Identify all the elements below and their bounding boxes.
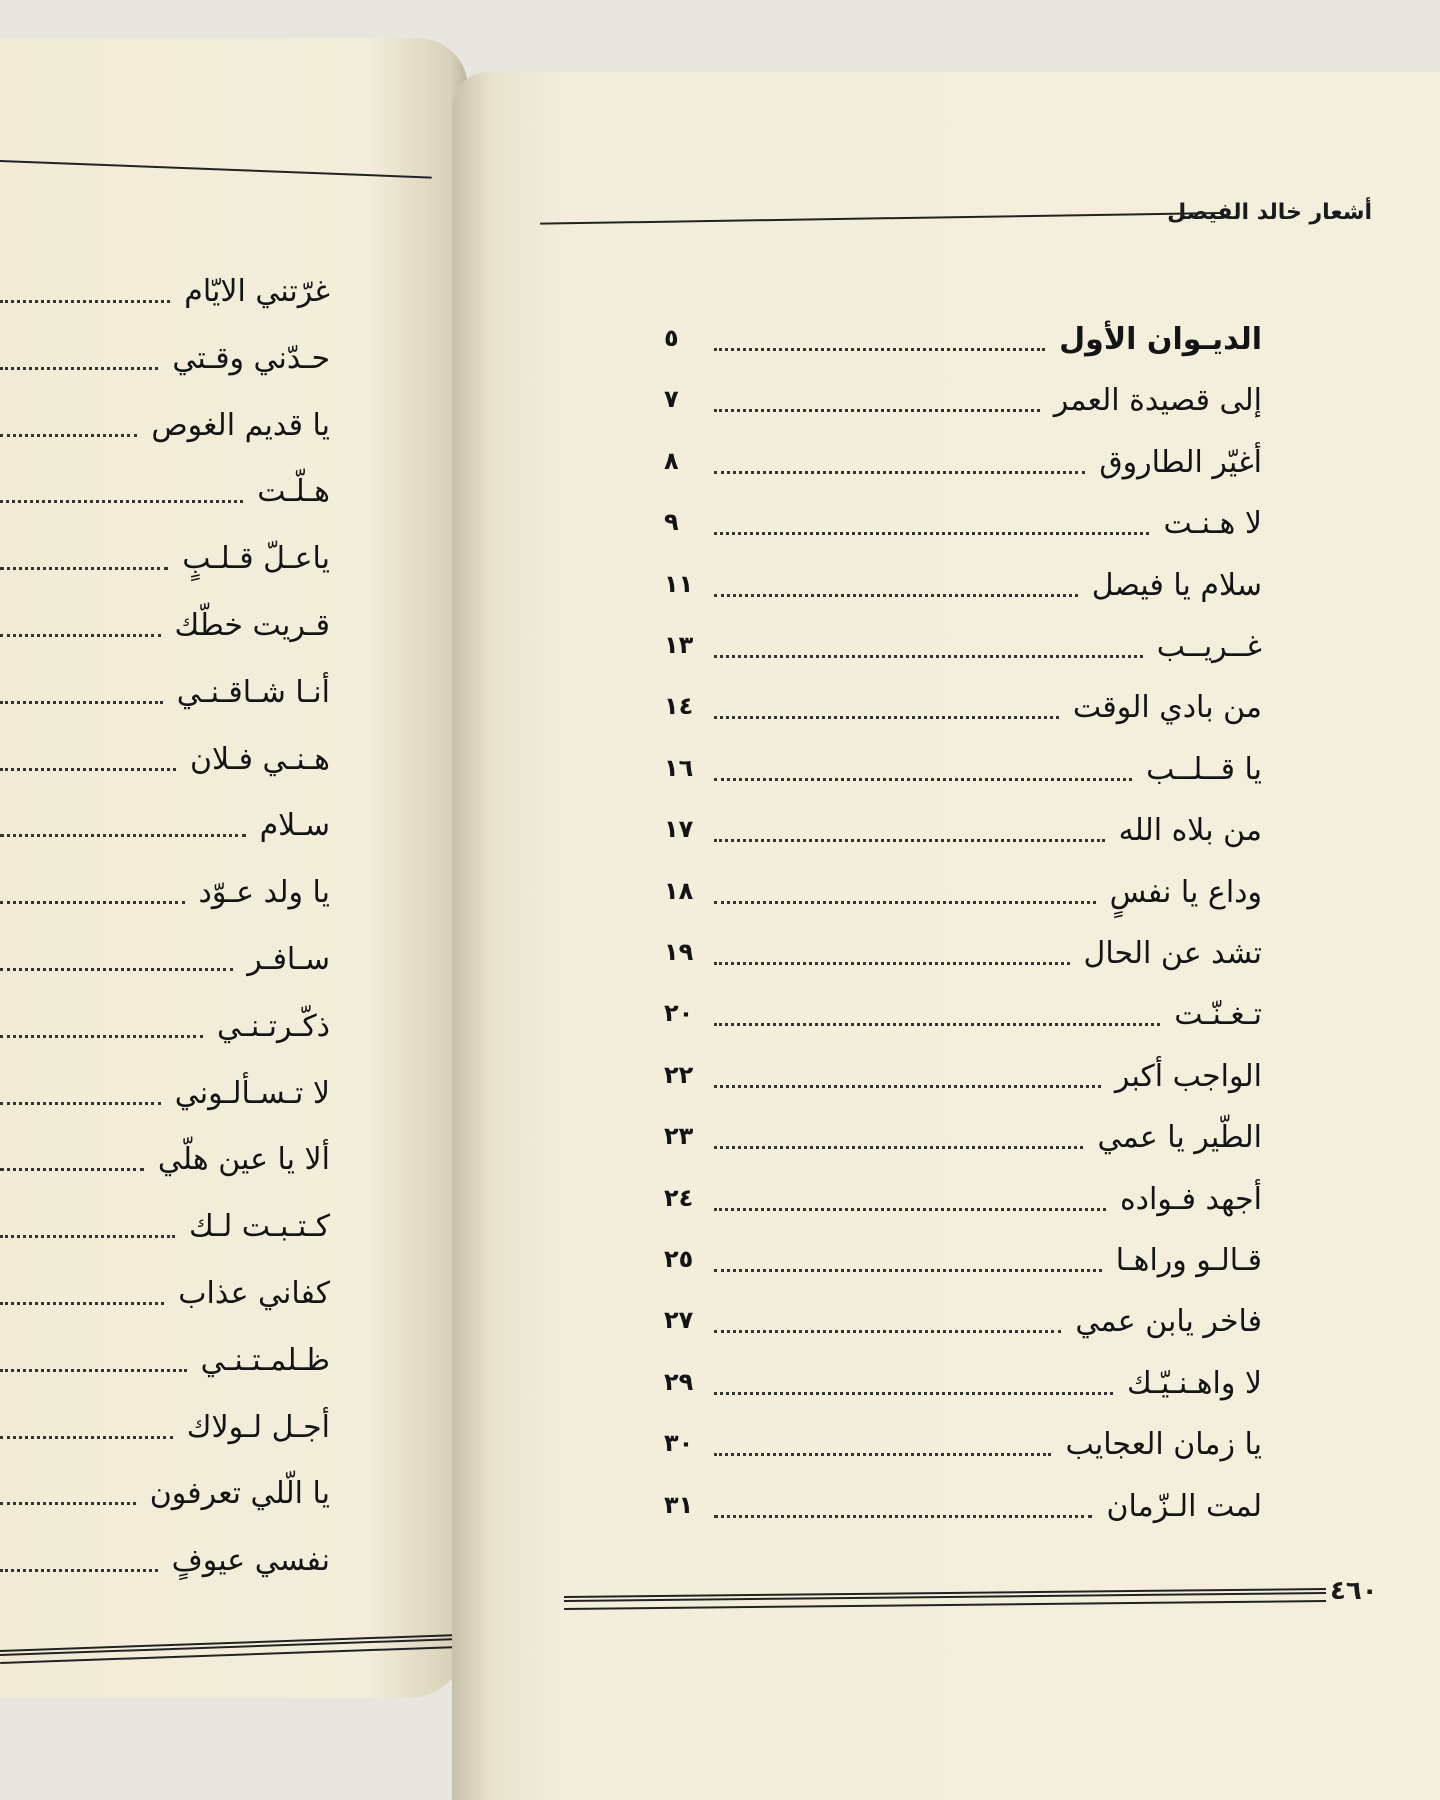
toc-entry-title: قـالـو وراهـا: [1115, 1243, 1262, 1278]
toc-entry-title: يا زمان العجايب: [1065, 1427, 1262, 1463]
toc-entry: [664, 1300, 1262, 1354]
toc-entry: [664, 993, 1262, 1047]
toc-entry: [0, 537, 330, 591]
toc-entry: [664, 1178, 1262, 1232]
toc-entry-title: كفاني عذاب: [178, 1276, 330, 1311]
dot-leader: [714, 1146, 1083, 1149]
toc-entry-title: تـغـنّـت: [1174, 997, 1262, 1033]
toc-entry-title: نفسي عيوفٍ: [171, 1543, 330, 1579]
dot-leader: [714, 348, 1045, 351]
toc-entry-title: سـلام: [259, 808, 330, 844]
toc-entry-title: من بلاه الله: [1118, 813, 1262, 849]
left-page: [0, 38, 468, 1698]
toc-entry-title: هـلّـت: [257, 474, 330, 510]
toc-entry: [0, 1339, 330, 1393]
toc-entry: [0, 1138, 330, 1192]
toc-entry-title: يا ولد عـوّد: [198, 875, 330, 911]
dot-leader: [714, 1392, 1113, 1395]
toc-entry-title: غرّتني الايّام: [184, 274, 330, 309]
toc-entry-title: أجـل لـولاك: [186, 1409, 330, 1445]
left-toc-list: [0, 270, 330, 1610]
dot-leader: [714, 839, 1105, 842]
toc-entry-title: سـافـر: [247, 942, 330, 977]
running-header: أشعار خالد الفيصل: [1167, 200, 1372, 225]
toc-entry-title: هـنـي فـلان: [189, 741, 330, 777]
toc-entry: [0, 1272, 330, 1326]
toc-entry-page-number: ١٤: [664, 692, 694, 721]
toc-entry: [0, 337, 330, 391]
toc-entry-title: غــريــب: [1156, 629, 1262, 664]
toc-list: [664, 318, 1262, 1524]
toc-entry-page-number: ٩: [664, 508, 679, 537]
toc-entry-page-number: ١٦: [664, 753, 694, 782]
toc-entry-page-number: ٢٧: [664, 1306, 694, 1335]
dot-leader: [0, 567, 168, 570]
toc-entry: [0, 604, 330, 658]
toc-entry-page-number: ٢٠: [664, 999, 694, 1028]
toc-entry-title: يا قــلــب: [1146, 751, 1262, 787]
toc-entry: [664, 379, 1262, 433]
toc-entry: [664, 748, 1262, 802]
toc-entry: [664, 1423, 1262, 1477]
dot-leader: [0, 1569, 158, 1572]
toc-entry-title: حـدّني وقـتي: [172, 340, 330, 376]
toc-entry-title: الواجب أكبر: [1114, 1058, 1262, 1094]
toc-entry: [0, 938, 330, 992]
toc-entry-page-number: ٢٣: [664, 1122, 694, 1151]
toc-entry: [664, 932, 1262, 986]
toc-entry-title: لا تـسـألـوني: [174, 1075, 330, 1111]
dot-leader: [0, 968, 233, 971]
dot-leader: [714, 532, 1149, 535]
dot-leader: [714, 716, 1059, 719]
dot-leader: [0, 768, 176, 771]
dot-leader: [0, 701, 163, 704]
toc-entry: [0, 738, 330, 792]
toc-entry-page-number: ١١: [664, 569, 694, 598]
dot-leader: [714, 409, 1040, 412]
dot-leader: [0, 500, 243, 503]
dot-leader: [714, 1023, 1160, 1026]
toc-entry: [0, 804, 330, 858]
dot-leader: [0, 1502, 136, 1505]
dot-leader: [0, 367, 158, 370]
left-bottom-double-rule: [0, 1634, 456, 1664]
toc-entry: [0, 470, 330, 524]
toc-entry: [664, 625, 1262, 679]
footer-double-rule: [564, 1588, 1326, 1610]
toc-entry-title: أغيّر الطاروق: [1099, 444, 1262, 480]
toc-entry-title: أنـا شـاقـنـي: [176, 674, 330, 710]
toc-entry-title: يا الّلي تعرفون: [149, 1476, 330, 1512]
dot-leader: [714, 778, 1132, 781]
toc-entry-title: أجهد فـواده: [1119, 1181, 1262, 1217]
toc-entry-page-number: ٢٢: [664, 1060, 694, 1089]
toc-entry: [664, 1485, 1262, 1539]
toc-entry-page-number: ١٧: [664, 815, 694, 844]
toc-entry: [664, 1055, 1262, 1109]
toc-entry: [0, 871, 330, 925]
dot-leader: [0, 300, 170, 303]
toc-entry-page-number: ٢٤: [664, 1183, 694, 1212]
toc-entry: [0, 1205, 330, 1259]
toc-entry-title: وداع يا نفسٍ: [1109, 874, 1262, 910]
toc-entry-title: الطّير يا عمي: [1097, 1120, 1262, 1156]
toc-entry: [664, 564, 1262, 618]
toc-entry-title: فاخر يابن عمي: [1075, 1304, 1262, 1340]
left-top-rule: [0, 160, 432, 179]
dot-leader: [714, 1453, 1051, 1456]
dot-leader: [0, 901, 185, 904]
page-number: ٤٦٠: [1330, 1576, 1378, 1606]
dot-leader: [714, 1269, 1102, 1272]
toc-entry-title: الديـوان الأول: [1059, 322, 1262, 357]
dot-leader: [714, 962, 1070, 965]
dot-leader: [0, 434, 137, 437]
toc-entry-title: قـريت خطّك: [174, 608, 330, 643]
toc-entry-title: كـتـبـت لـك: [189, 1209, 330, 1245]
dot-leader: [714, 1330, 1061, 1333]
dot-leader: [0, 1102, 161, 1105]
toc-entry: [0, 404, 330, 458]
header-rule: [540, 212, 1220, 225]
toc-entry: [664, 441, 1262, 495]
dot-leader: [0, 1369, 187, 1372]
dot-leader: [0, 634, 161, 637]
toc-entry-page-number: ٥: [664, 324, 679, 352]
toc-entry: [664, 871, 1262, 925]
toc-entry-title: سلام يا فيصل: [1091, 567, 1262, 603]
right-page: [452, 72, 1440, 1800]
toc-entry-title: إلى قصيدة العمر: [1053, 383, 1262, 419]
toc-entry: [0, 1005, 330, 1059]
toc-entry-page-number: ١٩: [664, 938, 694, 966]
toc-entry: [0, 1472, 330, 1526]
toc-entry-title: لا واهـنـيّـك: [1126, 1365, 1262, 1401]
dot-leader: [714, 1085, 1101, 1088]
toc-entry-title: من بادي الوقت: [1072, 690, 1262, 726]
toc-entry: [664, 1116, 1262, 1170]
dot-leader: [0, 1235, 175, 1238]
dot-leader: [714, 471, 1085, 474]
dot-leader: [0, 1436, 173, 1439]
toc-entry-title: ظـلمـتـنـي: [200, 1342, 330, 1378]
dot-leader: [0, 1302, 164, 1305]
toc-entry-title: لمت الـزّمان: [1106, 1488, 1262, 1524]
dot-leader: [0, 1168, 144, 1171]
toc-entry-title: لا هـنـت: [1163, 506, 1262, 542]
toc-entry-page-number: ٣١: [664, 1490, 694, 1519]
toc-entry-title: تشد عن الحال: [1083, 936, 1262, 971]
toc-entry-page-number: ٨: [664, 446, 679, 475]
toc-entry: [664, 1362, 1262, 1416]
toc-entry: [0, 1072, 330, 1126]
toc-entry-page-number: ٧: [664, 385, 679, 414]
toc-entry-page-number: ١٣: [664, 631, 694, 659]
toc-entry-page-number: ١٨: [664, 876, 694, 905]
toc-entry-page-number: ٣٠: [664, 1429, 694, 1458]
toc-entry: [0, 1539, 330, 1593]
toc-entry: [0, 1406, 330, 1460]
toc-entry: [664, 318, 1262, 372]
toc-entry-title: ألا يا عين هلّي: [157, 1142, 330, 1178]
toc-entry: [0, 671, 330, 725]
toc-entry: [664, 1239, 1262, 1293]
toc-entry: [0, 270, 330, 324]
dot-leader: [0, 834, 246, 837]
dot-leader: [714, 1208, 1106, 1211]
toc-entry-page-number: ٢٩: [664, 1367, 694, 1396]
dot-leader: [714, 1515, 1092, 1518]
dot-leader: [0, 1035, 203, 1038]
dot-leader: [714, 655, 1143, 658]
toc-entry-title: ذكّـرتـنـي: [217, 1008, 330, 1044]
toc-entry: [664, 809, 1262, 863]
toc-entry: [664, 502, 1262, 556]
toc-entry-page-number: ٢٥: [664, 1245, 694, 1273]
toc-entry: [664, 686, 1262, 740]
toc-entry-title: يا قديم الغوص: [151, 407, 330, 443]
dot-leader: [714, 901, 1096, 904]
dot-leader: [714, 594, 1078, 597]
toc-entry-title: ياعـلّ قـلـبٍ: [182, 541, 330, 577]
